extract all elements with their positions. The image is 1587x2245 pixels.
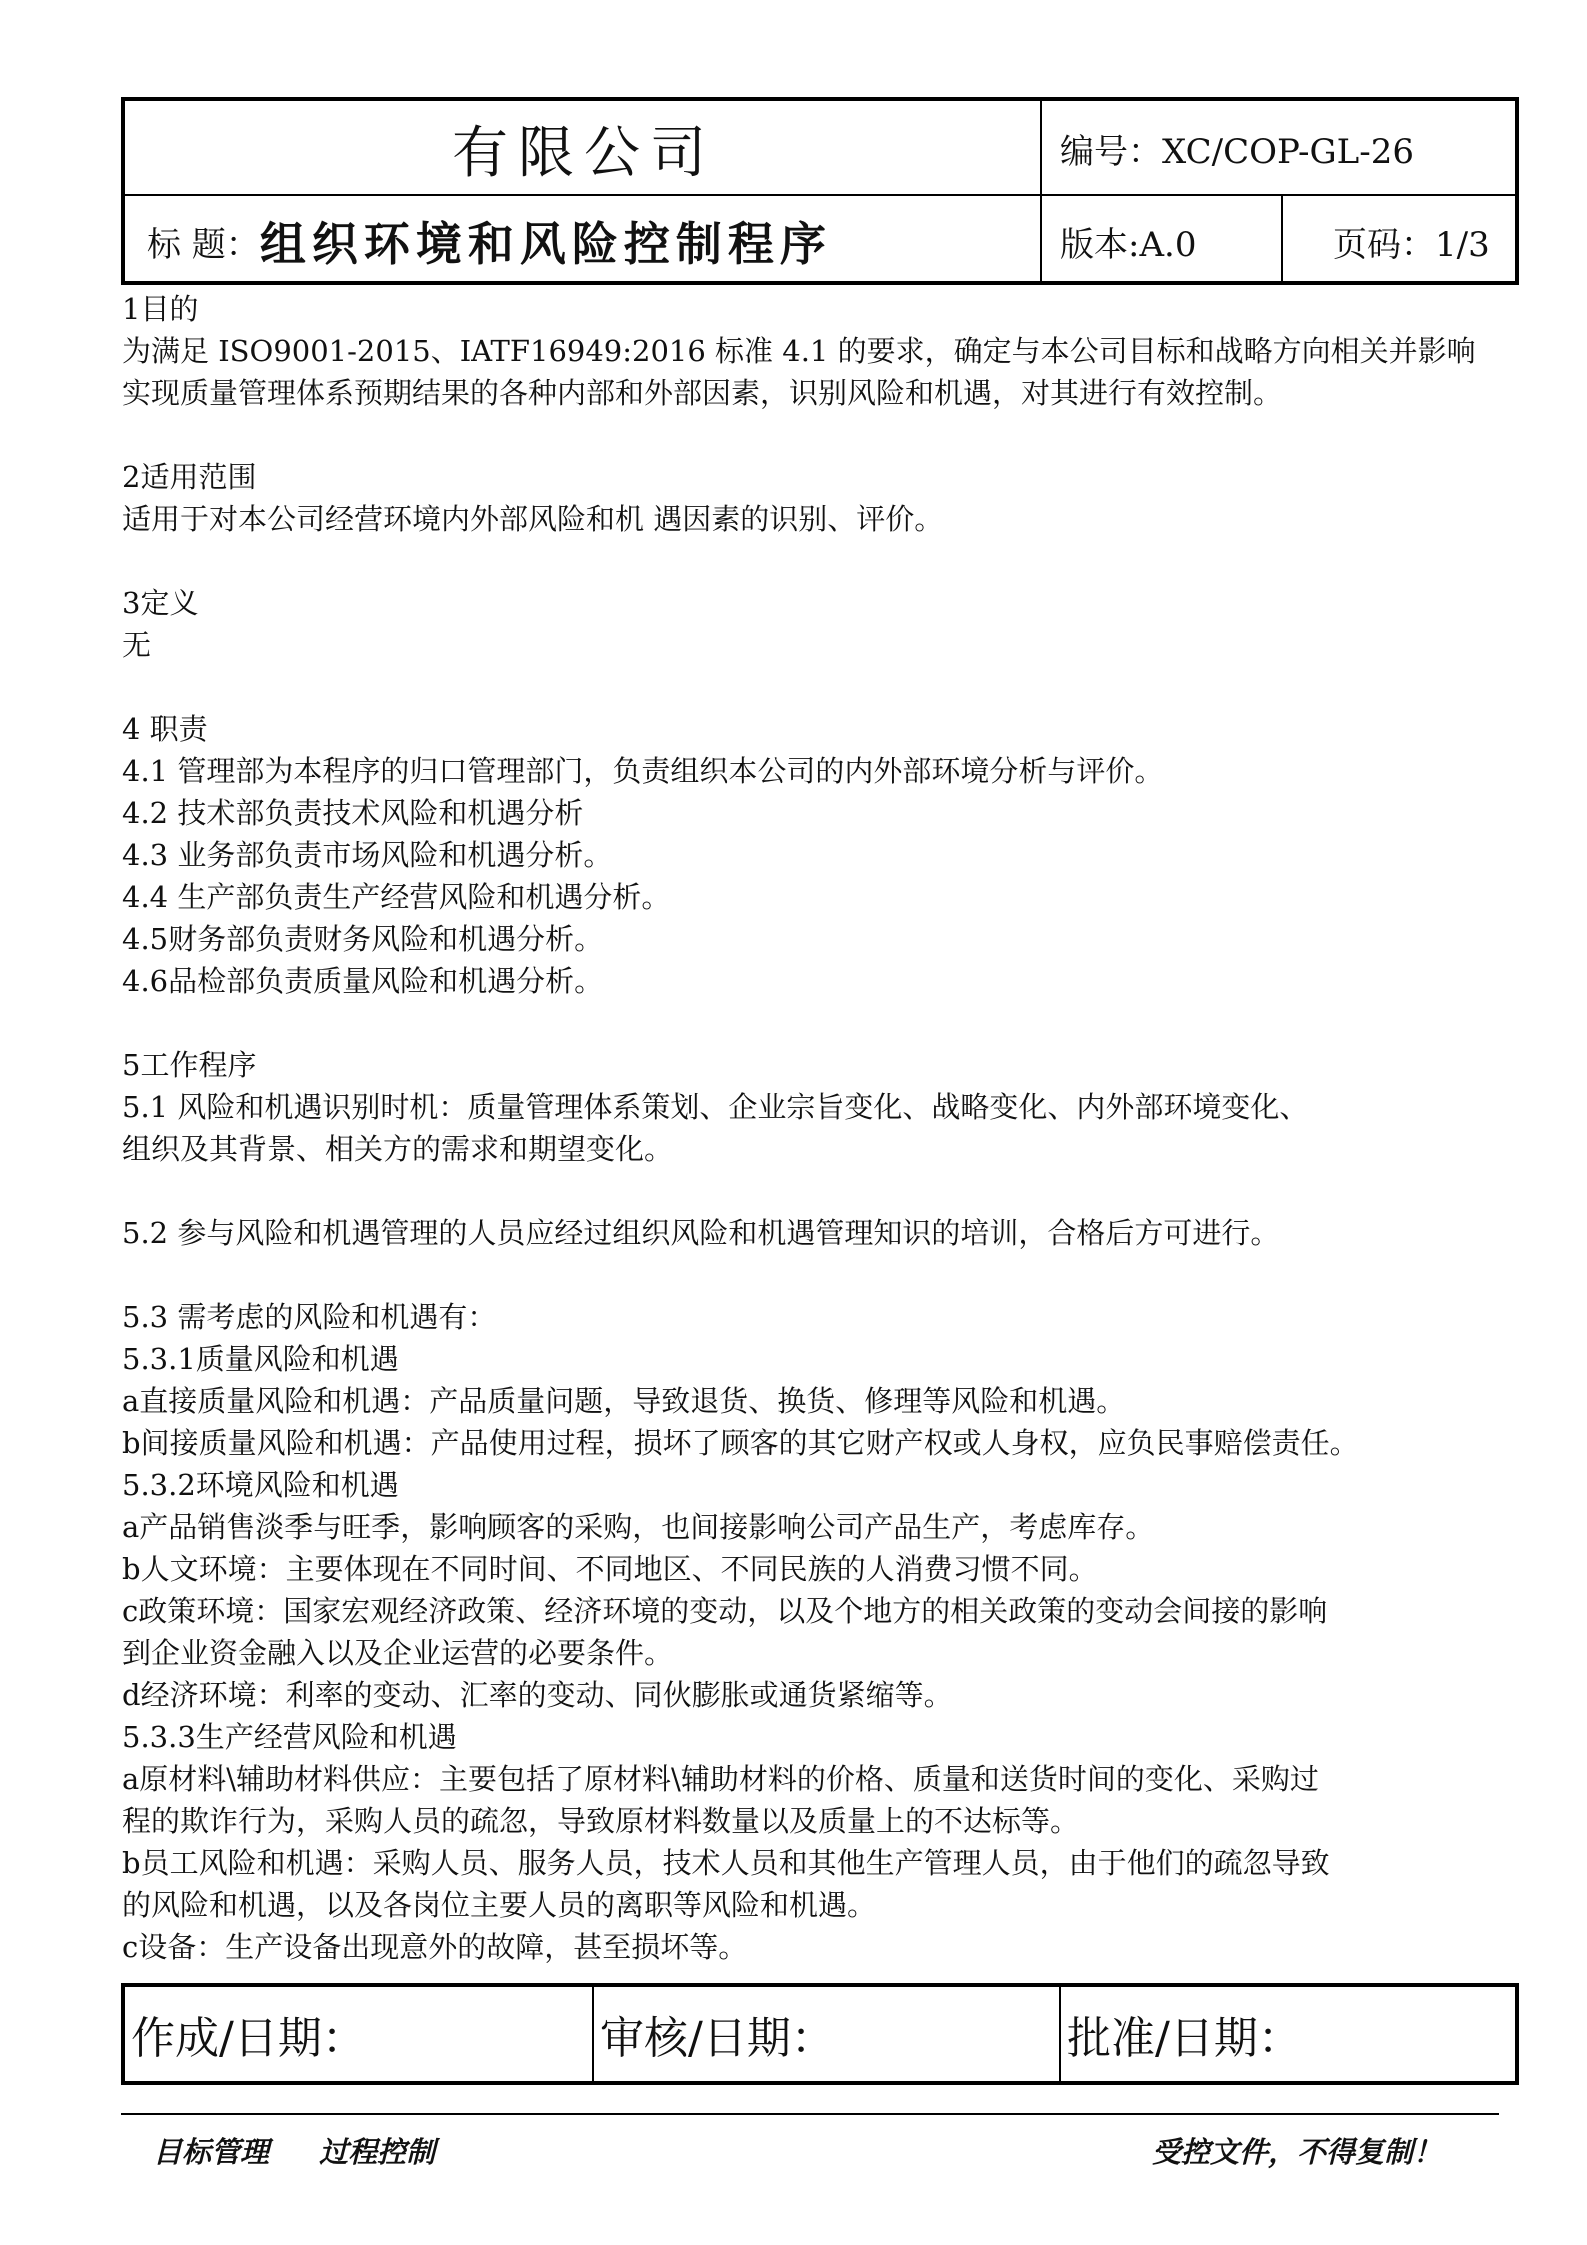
body-line: 5.2 参与风险和机遇管理的人员应经过组织风险和机遇管理知识的培训，合格后方可进行。 <box>122 1216 1280 1250</box>
body-line: 实现质量管理体系预期结果的各种内部和外部因素，识别风险和机遇，对其进行有效控制。 <box>122 376 1283 410</box>
body-line: b间接质量风险和机遇：产品使用过程，损坏了顾客的其它财产权或人身权，应负民事赔偿责任。 <box>122 1426 1359 1460</box>
company-name: 有限公司 <box>452 120 716 186</box>
body-line: 4.4 生产部负责生产经营风险和机遇分析。 <box>122 880 671 914</box>
body-line: c政策环境：国家宏观经济政策、经济环境的变动，以及个地方的相关政策的变动会间接的影响 <box>122 1594 1328 1628</box>
body-line: a原材料\辅助材料供应：主要包括了原材料\辅助材料的价格、质量和送货时间的变化、采购过 <box>122 1762 1319 1796</box>
body-line: 4.1 管理部为本程序的归口管理部门，负责组织本公司的内外部环境分析与评价。 <box>122 754 1164 788</box>
approved-date-cell: 批准/日期： <box>1059 1987 1515 2081</box>
body-line: 组织及其背景、相关方的需求和期望变化。 <box>122 1132 674 1166</box>
body-line: 4.5财务部负责财务风险和机遇分析。 <box>122 922 604 956</box>
footer-left <box>153 2130 435 2171</box>
prepared-date-cell: 作成/日期： <box>131 2013 366 2064</box>
document-version: 版本:A.0 <box>1060 224 1197 265</box>
blank-line <box>122 1254 1522 1296</box>
document-header <box>121 97 1519 285</box>
footer-controlled-notice: 受控文件，不得复制！ <box>1152 2135 1443 2169</box>
body-line: 为满足 ISO9001-2015、IATF16949:2016 标准 4.1 的要求，确定与本公司目标和战略方向相关并影响 <box>122 334 1476 368</box>
body-line: d经济环境：利率的变动、汇率的变动、同伙膨胀或通货紧缩等。 <box>122 1678 953 1712</box>
blank-line <box>122 1002 1522 1044</box>
page-number: 页码：1/3 <box>1333 224 1490 265</box>
body-line: 适用于对本公司经营环境内外部风险和机 遇因素的识别、评价。 <box>122 502 944 536</box>
body-line: 3定义 <box>122 586 199 620</box>
body-line: 5.1 风险和机遇识别时机：质量管理体系策划、企业宗旨变化、战略变化、内外部环境变化、 <box>122 1090 1309 1124</box>
body-line: 程的欺诈行为，采购人员的疏忽，导致原材料数量以及质量上的不达标等。 <box>122 1804 1080 1838</box>
document-title-row <box>147 198 832 284</box>
signature-table <box>121 1983 1519 2085</box>
blank-line <box>122 1170 1522 1212</box>
header-divider <box>1281 196 1283 281</box>
footer-rule <box>121 2113 1499 2115</box>
document-title: 组织环境和风险控制程序 <box>259 217 832 271</box>
title-label: 标 题： <box>147 224 260 265</box>
body-line: 4 职责 <box>122 712 208 746</box>
body-line: 4.2 技术部负责技术风险和机遇分析 <box>122 796 584 830</box>
document-number: 编号：XC/COP-GL-26 <box>1060 132 1414 172</box>
body-line: 5.3.2环境风险和机遇 <box>122 1468 399 1502</box>
body-line: 1目的 <box>122 292 199 326</box>
body-line: 4.3 业务部负责市场风险和机遇分析。 <box>122 838 613 872</box>
blank-line <box>122 540 1522 582</box>
footer-process-control: 过程控制 <box>319 2135 436 2169</box>
body-line: a直接质量风险和机遇：产品质量问题，导致退货、换货、修理等风险和机遇。 <box>122 1384 1126 1418</box>
body-line: 2适用范围 <box>122 460 257 494</box>
body-line: c设备：生产设备出现意外的故障，甚至损坏等。 <box>122 1930 748 1964</box>
body-line: 5工作程序 <box>122 1048 257 1082</box>
body-line: 的风险和机遇，以及各岗位主要人员的离职等风险和机遇。 <box>122 1888 877 1922</box>
body-line: 到企业资金融入以及企业运营的必要条件。 <box>122 1636 674 1670</box>
body-line: 4.6品检部负责质量风险和机遇分析。 <box>122 964 604 998</box>
reviewed-date-cell: 审核/日期： <box>592 1987 1059 2081</box>
body-line: a产品销售淡季与旺季，影响顾客的采购，也间接影响公司产品生产，考虑库存。 <box>122 1510 1155 1544</box>
blank-line <box>122 666 1522 708</box>
body-line: 无 <box>122 628 152 662</box>
body-line: 5.3.1质量风险和机遇 <box>122 1342 399 1376</box>
body-line: 5.3 需考虑的风险和机遇有： <box>122 1300 497 1334</box>
body-line: 5.3.3生产经营风险和机遇 <box>122 1720 457 1754</box>
body-line: b员工风险和机遇：采购人员、服务人员，技术人员和其他生产管理人员，由于他们的疏忽导致 <box>122 1846 1330 1880</box>
footer-target-management: 目标管理 <box>153 2135 270 2169</box>
document-body <box>122 288 1522 1968</box>
blank-line <box>122 414 1522 456</box>
body-line: b人文环境：主要体现在不同时间、不同地区、不同民族的人消费习惯不同。 <box>122 1552 1098 1586</box>
